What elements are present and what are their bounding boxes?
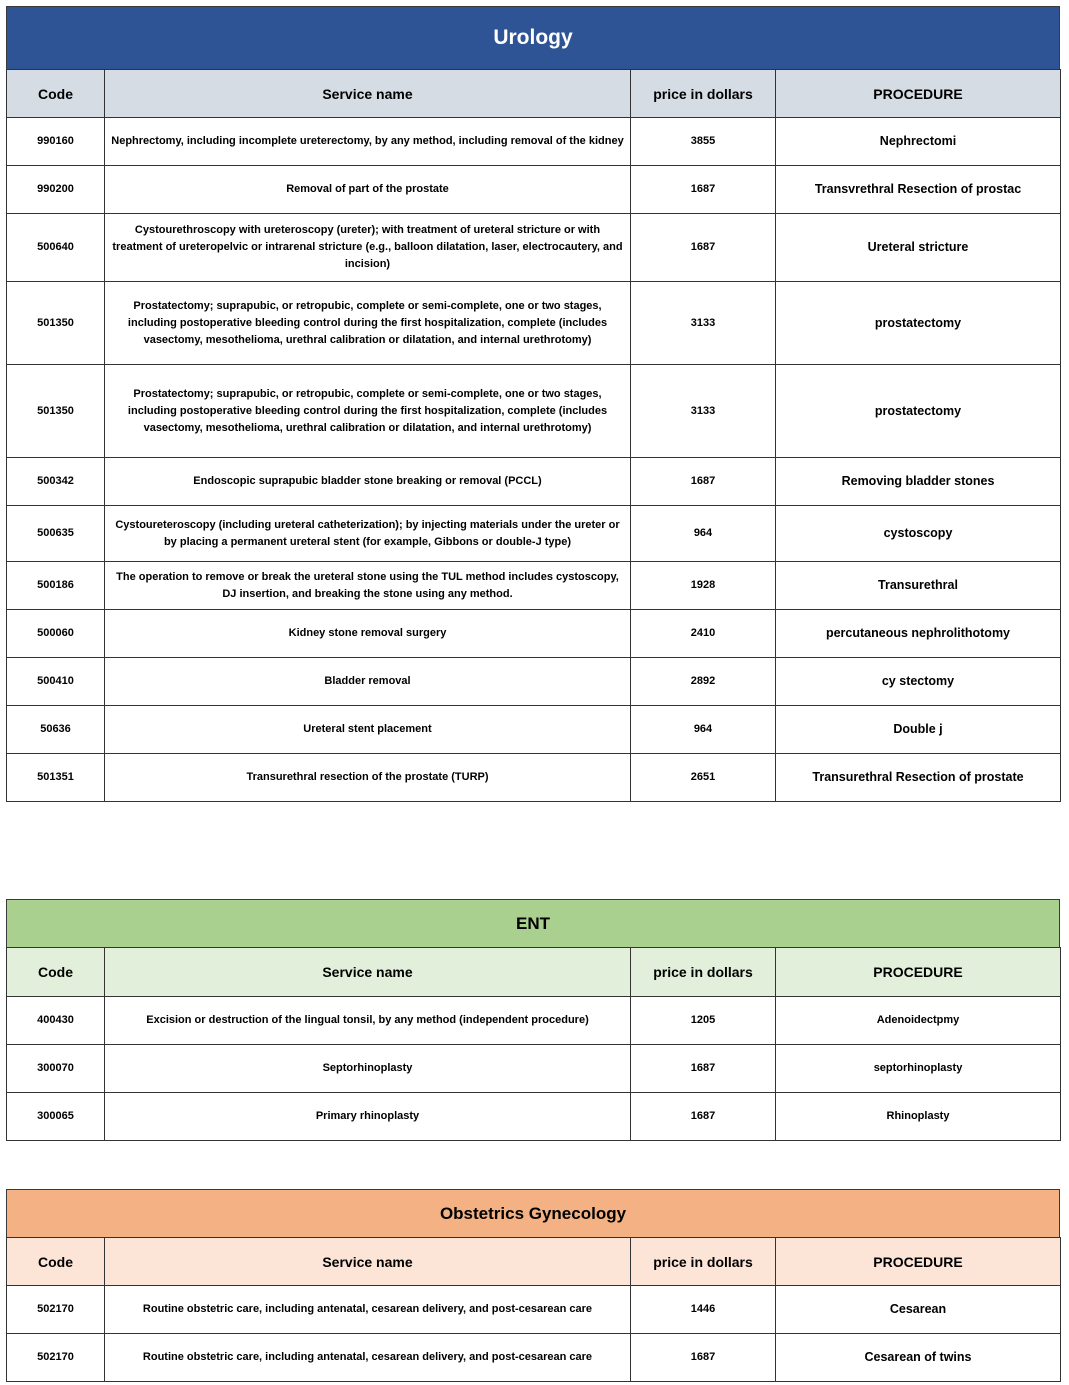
service-name-header: Service name [105, 948, 631, 997]
price-cell: 964 [631, 706, 776, 754]
procedure-cell: Transurethral Resection of prostate [776, 754, 1061, 802]
service-cell: Routine obstetric care, including antenatal, cesarean delivery, and post-cesarean care [105, 1334, 631, 1382]
procedure-cell: Removing bladder stones [776, 458, 1061, 506]
procedure-cell: Transvrethral Resection of prostac [776, 166, 1061, 214]
obstetrics-gynecology-section [6, 1189, 1060, 1382]
code-cell: 500060 [7, 610, 105, 658]
price-cell: 2410 [631, 610, 776, 658]
service-cell: Removal of part of the prostate [105, 166, 631, 214]
price-cell: 1687 [631, 166, 776, 214]
header-row [7, 70, 1061, 118]
code-cell: 400430 [7, 997, 105, 1045]
section-title: ENT [6, 899, 1060, 947]
procedure-cell: septorhinoplasty [776, 1045, 1061, 1093]
code-cell: 500186 [7, 562, 105, 610]
service-cell: Endoscopic suprapubic bladder stone breaking or removal (PCCL) [105, 458, 631, 506]
table-row [7, 118, 1061, 166]
service-cell: Septorhinoplasty [105, 1045, 631, 1093]
price-cell: 2651 [631, 754, 776, 802]
procedure-cell: Cesarean [776, 1286, 1061, 1334]
code-cell: 501351 [7, 754, 105, 802]
price-cell: 3133 [631, 282, 776, 365]
code-cell: 502170 [7, 1334, 105, 1382]
service-cell: Ureteral stent placement [105, 706, 631, 754]
procedure-cell: Transurethral [776, 562, 1061, 610]
price-cell: 1928 [631, 562, 776, 610]
service-cell: The operation to remove or break the ureteral stone using the TUL method includes cystoscopy, DJ insertion, and breaking the stone using any method. [105, 562, 631, 610]
price-cell: 1446 [631, 1286, 776, 1334]
price-cell: 1687 [631, 1334, 776, 1382]
procedure-cell: Nephrectomi [776, 118, 1061, 166]
code-header: Code [7, 948, 105, 997]
procedure-cell: prostatectomy [776, 365, 1061, 458]
table-row [7, 562, 1061, 610]
code-cell: 500342 [7, 458, 105, 506]
price-cell: 964 [631, 506, 776, 562]
service-cell: Primary rhinoplasty [105, 1093, 631, 1141]
procedure-header: PROCEDURE [776, 1238, 1061, 1286]
procedure-cell: Adenoidectpmy [776, 997, 1061, 1045]
urology-section [6, 6, 1060, 802]
table-row [7, 1334, 1061, 1382]
service-cell: Nephrectomy, including incomplete ureterectomy, by any method, including removal of the kidney [105, 118, 631, 166]
service-cell: Prostatectomy; suprapubic, or retropubic, complete or semi-complete, one or two stages, including postoperative bleeding control during the first hospitalization, complete (includes vasectomy, mesothelioma, urethral calibration or dilatation, and internal urethrotomy) [105, 365, 631, 458]
code-cell: 500635 [7, 506, 105, 562]
price-cell: 1687 [631, 214, 776, 282]
header-row [7, 1238, 1061, 1286]
ent-section [6, 899, 1060, 1141]
table-row [7, 1286, 1061, 1334]
header-row [7, 948, 1061, 997]
table-row [7, 506, 1061, 562]
price-cell: 1687 [631, 1045, 776, 1093]
obstetrics-gynecology-table [6, 1237, 1061, 1382]
price-cell: 1687 [631, 458, 776, 506]
table-row [7, 1045, 1061, 1093]
code-cell: 990200 [7, 166, 105, 214]
code-cell: 990160 [7, 118, 105, 166]
table-row [7, 610, 1061, 658]
code-cell: 500410 [7, 658, 105, 706]
code-cell: 502170 [7, 1286, 105, 1334]
code-header: Code [7, 70, 105, 118]
code-cell: 500640 [7, 214, 105, 282]
service-cell: Prostatectomy; suprapubic, or retropubic, complete or semi-complete, one or two stages, including postoperative bleeding control during the first hospitalization, complete (includes vasectomy, mesothelioma, urethral calibration or dilatation, and internal urethrotomy) [105, 282, 631, 365]
service-name-header: Service name [105, 1238, 631, 1286]
price-cell: 2892 [631, 658, 776, 706]
table-row [7, 658, 1061, 706]
procedure-cell: prostatectomy [776, 282, 1061, 365]
code-cell: 50636 [7, 706, 105, 754]
procedure-header: PROCEDURE [776, 70, 1061, 118]
procedure-cell: cy stectomy [776, 658, 1061, 706]
service-cell: Transurethral resection of the prostate (TURP) [105, 754, 631, 802]
service-cell: Kidney stone removal surgery [105, 610, 631, 658]
price-cell: 1687 [631, 1093, 776, 1141]
price-header: price in dollars [631, 948, 776, 997]
table-row [7, 282, 1061, 365]
service-cell: Routine obstetric care, including antenatal, cesarean delivery, and post-cesarean care [105, 1286, 631, 1334]
code-cell: 501350 [7, 365, 105, 458]
code-cell: 501350 [7, 282, 105, 365]
procedure-cell: Cesarean of twins [776, 1334, 1061, 1382]
service-name-header: Service name [105, 70, 631, 118]
table-row [7, 365, 1061, 458]
code-cell: 300070 [7, 1045, 105, 1093]
service-cell: Cystourethroscopy with ureteroscopy (ureter); with treatment of ureteral stricture or with treatment of ureteropelvic or intrarenal stricture (e.g., balloon dilatation, laser, electrocautery, and incision) [105, 214, 631, 282]
urology-table [6, 69, 1061, 802]
procedure-cell: percutaneous nephrolithotomy [776, 610, 1061, 658]
table-row [7, 754, 1061, 802]
procedure-cell: Double j [776, 706, 1061, 754]
procedure-header: PROCEDURE [776, 948, 1061, 997]
table-row [7, 166, 1061, 214]
table-row [7, 706, 1061, 754]
service-cell: Bladder removal [105, 658, 631, 706]
service-cell: Excision or destruction of the lingual tonsil, by any method (independent procedure) [105, 997, 631, 1045]
table-row [7, 214, 1061, 282]
code-cell: 300065 [7, 1093, 105, 1141]
price-cell: 3133 [631, 365, 776, 458]
procedure-cell: Rhinoplasty [776, 1093, 1061, 1141]
price-header: price in dollars [631, 70, 776, 118]
price-cell: 1205 [631, 997, 776, 1045]
service-cell: Cystoureteroscopy (including ureteral catheterization); by injecting materials under the ureter or by placing a permanent ureteral stent (for example, Gibbons or double-J type) [105, 506, 631, 562]
price-header: price in dollars [631, 1238, 776, 1286]
ent-table [6, 947, 1061, 1141]
table-row [7, 997, 1061, 1045]
procedure-cell: Ureteral stricture [776, 214, 1061, 282]
section-title: Urology [6, 6, 1060, 69]
code-header: Code [7, 1238, 105, 1286]
procedure-cell: cystoscopy [776, 506, 1061, 562]
price-cell: 3855 [631, 118, 776, 166]
section-title: Obstetrics Gynecology [6, 1189, 1060, 1237]
table-row [7, 1093, 1061, 1141]
table-row [7, 458, 1061, 506]
